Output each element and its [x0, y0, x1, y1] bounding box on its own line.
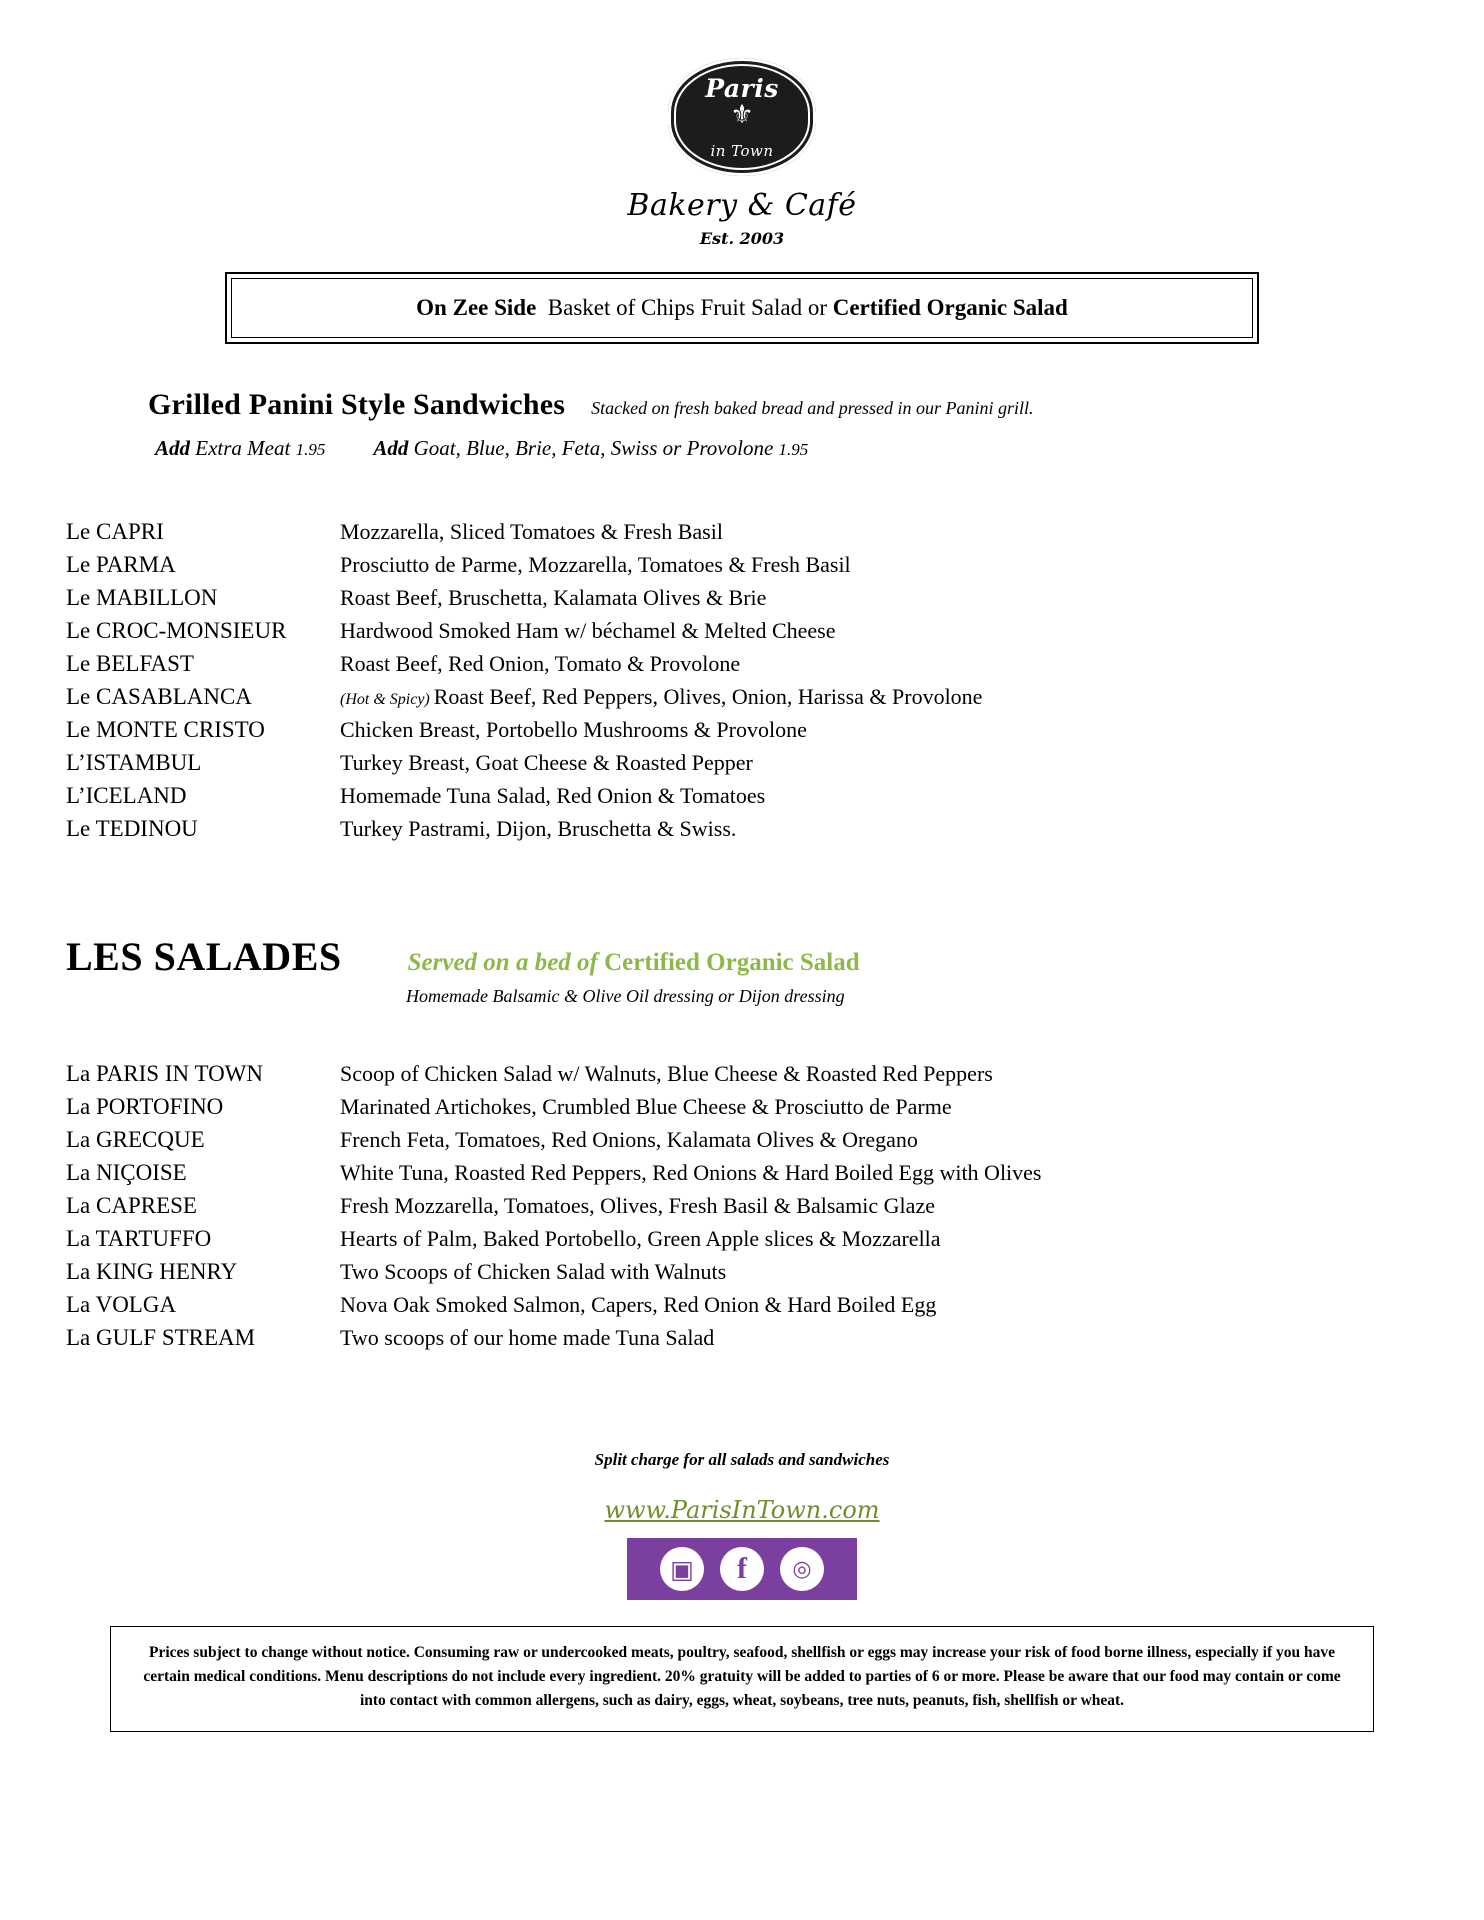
- menu-item-row: [0, 614, 1484, 647]
- logo-established: Est. 2003: [699, 229, 785, 248]
- addon-cheese: [373, 436, 808, 461]
- menu-item-name: La VOLGA: [66, 1292, 177, 1317]
- panini-note: Stacked on fresh baked bread and pressed in our Panini grill.: [591, 398, 1034, 418]
- menu-item-description: French Feta, Tomatoes, Red Onions, Kalamata Olives & Oregano: [340, 1127, 918, 1152]
- brand-logo: [0, 0, 1484, 248]
- panini-addons: [155, 436, 1484, 461]
- menu-item-row: [0, 1288, 1484, 1321]
- banner-label: On Zee Side: [416, 295, 537, 320]
- addon-cheese-price: 1.95: [778, 440, 809, 459]
- menu-item-name: La GULF STREAM: [66, 1325, 256, 1350]
- social-links: [627, 1538, 857, 1600]
- menu-item-row: [0, 713, 1484, 746]
- logo-name-line2: in Town: [710, 142, 774, 160]
- menu-item-description: Roast Beef, Red Onion, Tomato & Provolone: [340, 651, 741, 676]
- menu-item-description: Hearts of Palm, Baked Portobello, Green Apple slices & Mozzarella: [340, 1226, 941, 1251]
- menu-item-name: La PORTOFINO: [66, 1094, 224, 1119]
- menu-item-name: L’ISTAMBUL: [66, 750, 202, 775]
- legal-disclaimer: Prices subject to change without notice. Consuming raw or undercooked meats, poultry, seafood, shellfish or eggs may increase your risk of food borne illness, especially if you have certain medical conditions. Menu descriptions do not include every ingredient. 20% gratuity will be added to parties of 6 or more. Please be aware that our food may contain or come into contact with common allergens, such as dairy, eggs, wheat, soybeans, tree nuts, peanuts, fish, shellfish or wheat.: [110, 1626, 1374, 1732]
- menu-item-description: Marinated Artichokes, Crumbled Blue Cheese & Prosciutto de Parme: [340, 1094, 952, 1119]
- tripadvisor-icon[interactable]: ◎: [780, 1547, 824, 1591]
- logo-subtitle: Bakery & Café: [627, 188, 857, 223]
- salades-item-list: [0, 1057, 1484, 1354]
- menu-item-name: La PARIS IN TOWN: [66, 1061, 264, 1086]
- menu-item-name: La TARTUFFO: [66, 1226, 212, 1251]
- menu-item-row: [0, 1321, 1484, 1354]
- panini-title: Grilled Panini Style Sandwiches: [148, 388, 566, 421]
- menu-item-row: [0, 581, 1484, 614]
- menu-item-description: Two Scoops of Chicken Salad with Walnuts: [340, 1259, 727, 1284]
- menu-item-name: Le PARMA: [66, 552, 176, 577]
- menu-item-row: [0, 1255, 1484, 1288]
- logo-name-line1: Paris: [705, 74, 779, 103]
- menu-item-description: Turkey Pastrami, Dijon, Bruschetta & Swiss.: [340, 816, 737, 841]
- addon-cheese-label: Add: [373, 436, 409, 460]
- fleur-de-lis-icon: ⚜: [730, 100, 754, 129]
- addon-meat-text: Extra Meat: [195, 436, 291, 460]
- menu-item-description: Homemade Tuna Salad, Red Onion & Tomatoes: [340, 783, 766, 808]
- menu-item-row: [0, 1156, 1484, 1189]
- menu-item-name: La CAPRESE: [66, 1193, 197, 1218]
- menu-item-row: [0, 1189, 1484, 1222]
- menu-item-description: Nova Oak Smoked Salmon, Capers, Red Onion & Hard Boiled Egg: [340, 1292, 937, 1317]
- logo-badge: [668, 58, 816, 176]
- menu-item-name: La NIÇOISE: [66, 1160, 187, 1185]
- menu-item-description: (Hot & Spicy) Roast Beef, Red Peppers, Olives, Onion, Harissa & Provolone: [340, 684, 983, 709]
- menu-item-description: Scoop of Chicken Salad w/ Walnuts, Blue Cheese & Roasted Red Peppers: [340, 1061, 993, 1086]
- salades-title: LES SALADES: [66, 934, 342, 979]
- menu-item-description: Two scoops of our home made Tuna Salad: [340, 1325, 715, 1350]
- salades-served-italic: Served on a bed of: [407, 949, 598, 976]
- addon-meat: [155, 436, 325, 461]
- menu-item-description: Roast Beef, Bruschetta, Kalamata Olives & Brie: [340, 585, 767, 610]
- menu-item-name: La GRECQUE: [66, 1127, 205, 1152]
- banner-emphasis: Certified Organic Salad: [832, 295, 1068, 320]
- menu-item-row: [0, 1090, 1484, 1123]
- menu-item-description: Chicken Breast, Portobello Mushrooms & Provolone: [340, 717, 807, 742]
- menu-item-row: [0, 779, 1484, 812]
- menu-item-name: Le BELFAST: [66, 651, 194, 676]
- menu-item-row: [0, 647, 1484, 680]
- salades-served-line: [408, 949, 860, 977]
- menu-item-name: Le MABILLON: [66, 585, 218, 610]
- menu-item-description: Prosciutto de Parme, Mozzarella, Tomatoes & Fresh Basil: [340, 552, 851, 577]
- menu-item-name: Le CASABLANCA: [66, 684, 252, 709]
- addon-meat-label: Add: [155, 436, 191, 460]
- menu-item-row: [0, 680, 1484, 713]
- split-charge-note: Split charge for all salads and sandwiches: [594, 1450, 890, 1469]
- on-zee-side-banner: [225, 272, 1259, 344]
- menu-item-name: La KING HENRY: [66, 1259, 238, 1284]
- salades-served-bold: Certified Organic Salad: [604, 949, 860, 976]
- on-zee-side-banner-inner: [231, 278, 1253, 338]
- menu-item-description: Hardwood Smoked Ham w/ béchamel & Melted Cheese: [340, 618, 836, 643]
- menu-item-row: [0, 812, 1484, 845]
- menu-item-description: Mozzarella, Sliced Tomatoes & Fresh Basil: [340, 519, 723, 544]
- addon-meat-price: 1.95: [295, 440, 326, 459]
- menu-item-name: Le CROC-MONSIEUR: [66, 618, 287, 643]
- menu-item-name: Le CAPRI: [66, 519, 164, 544]
- menu-item-name: L’ICELAND: [66, 783, 187, 808]
- menu-item-description: White Tuna, Roasted Red Peppers, Red Onions & Hard Boiled Egg with Olives: [340, 1160, 1042, 1185]
- menu-item-row: [0, 515, 1484, 548]
- menu-item-row: [0, 1057, 1484, 1090]
- menu-item-name: Le MONTE CRISTO: [66, 717, 265, 742]
- menu-item-row: [0, 1222, 1484, 1255]
- menu-item-name: Le TEDINOU: [66, 816, 198, 841]
- facebook-icon[interactable]: f: [720, 1547, 764, 1591]
- menu-item-description: Fresh Mozzarella, Tomatoes, Olives, Fresh Basil & Balsamic Glaze: [340, 1193, 935, 1218]
- addon-cheese-text: Goat, Blue, Brie, Feta, Swiss or Provolone: [413, 436, 774, 460]
- panini-section-header: [148, 388, 1484, 422]
- banner-text: Basket of Chips Fruit Salad or: [547, 295, 833, 320]
- salades-section-header: [66, 933, 1484, 980]
- instagram-icon[interactable]: ▣: [660, 1547, 704, 1591]
- menu-item-row: [0, 548, 1484, 581]
- panini-item-list: [0, 515, 1484, 845]
- banner-spacer: [536, 295, 548, 320]
- menu-item-row: [0, 746, 1484, 779]
- menu-item-tag: (Hot & Spicy): [340, 691, 434, 708]
- menu-item-description: Turkey Breast, Goat Cheese & Roasted Pepper: [340, 750, 753, 775]
- website-link[interactable]: www.ParisInTown.com: [604, 1496, 880, 1524]
- salades-dressing-note: Homemade Balsamic & Olive Oil dressing or Dijon dressing: [406, 986, 845, 1006]
- menu-item-row: [0, 1123, 1484, 1156]
